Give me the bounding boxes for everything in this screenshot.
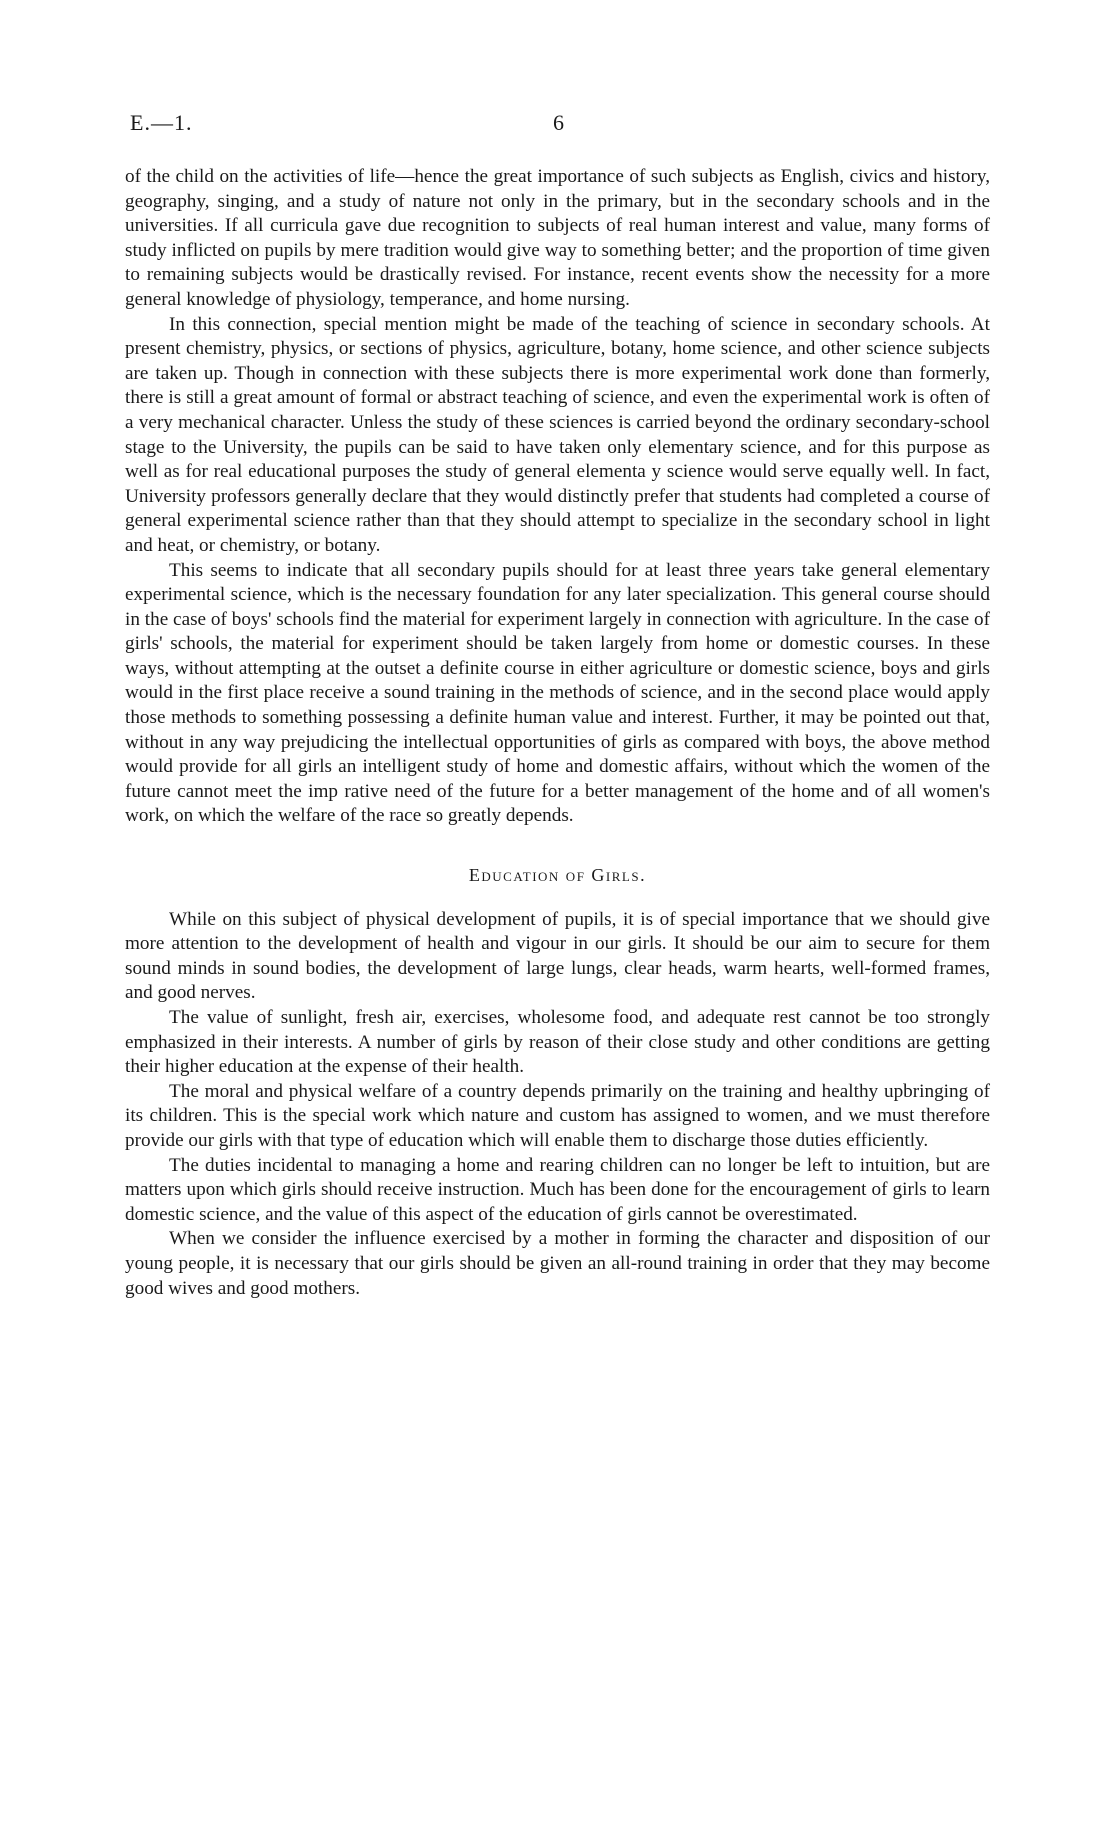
- body-paragraph: When we consider the influence exercised by a mother in forming the character and disposition of our young people, it is necessary that our girls should be given an all-round training in order that they may become good wives and good mothers.: [125, 1228, 990, 1299]
- body-paragraph: In this connection, special mention might be made of the teaching of science in secondary schools. At present chemistry, physics, or sections of physics, agriculture, botany, home science, and other science subjects are taken up. Though in connection with these subjects there is more experimental work done than formerly, there is still a great amount of formal or abstract teaching of science, and even the experimental work is often of a very mechanical character. Unless the study of these sciences is carried beyond the ordinary secondary-school stage to the University, the pupils can be said to have taken only elementary science, and for this purpose as well as for real educational purposes the study of general elementa y science would serve equally well. In fact, University professors generally declare that they would distinctly prefer that students had completed a course of general experimental science rather than that they should attempt to specialize in the secondary school in light and heat, or chemistry, or botany.: [125, 313, 990, 556]
- body-paragraph: The value of sunlight, fresh air, exercises, wholesome food, and adequate rest cannot be too strongly emphasized in their interests. A number of girls by reason of their close study and other conditions are getting their higher education at the expense of their health.: [125, 1007, 990, 1078]
- document-body: [125, 165, 990, 1301]
- body-paragraph: While on this subject of physical development of pupils, it is of special importance that we should give more attention to the development of health and vigour in our girls. It should be our aim to secure for them sound minds in sound bodies, the development of large lungs, clear heads, warm hearts, well-formed frames, and good nerves.: [125, 908, 990, 1004]
- body-paragraph: of the child on the activities of life—hence the great importance of such subjects as English, civics and history, geography, singing, and a study of nature not only in the primary, but in the secondary schools and in the universities. If all curricula gave due recognition to subjects of real human interest and value, many forms of study inflicted on pupils by mere tradition would give way to something better; and the proportion of time given to remaining subjects would be drastically revised. For instance, recent events show the necessity for a more general knowledge of physiology, temperance, and home nursing.: [125, 166, 990, 310]
- body-paragraph: The duties incidental to managing a home and rearing children can no longer be left to intuition, but are matters upon which girls should receive instruction. Much has been done for the encouragement of girls to learn domestic science, and the value of this aspect of the education of girls cannot be overestimated.: [125, 1154, 990, 1225]
- document-reference: E.—1.: [130, 110, 193, 135]
- page-number: 6: [553, 110, 564, 135]
- section-heading: Education of Girls.: [468, 865, 647, 886]
- page-header: [130, 110, 990, 140]
- body-paragraph: The moral and physical welfare of a country depends primarily on the training and healthy upbringing of its children. This is the special work which nature and custom has assigned to women, and we must therefore provide our girls with that type of education which will enable them to discharge those duties efficiently.: [125, 1080, 990, 1151]
- body-paragraph: This seems to indicate that all secondary pupils should for at least three years take general elementary experimental science, which is the necessary foundation for any later specialization. This general course should in the case of boys' schools find the material for experiment largely in connection with agriculture. In the case of girls' schools, the material for experiment should be taken largely from home or domestic courses. In these ways, without attempting at the outset a definite course in either agriculture or domestic science, boys and girls would in the first place receive a sound training in the methods of science, and in the second place would apply those methods to something possessing a definite human value and interest. Further, it may be pointed out that, without in any way prejudicing the intellectual opportunities of girls as compared with boys, the above method would provide for all girls an intelligent study of home and domestic affairs, without which the women of the future cannot meet the imp rative need of the future for a better management of the home and of all women's work, on which the welfare of the race so greatly depends.: [125, 559, 990, 827]
